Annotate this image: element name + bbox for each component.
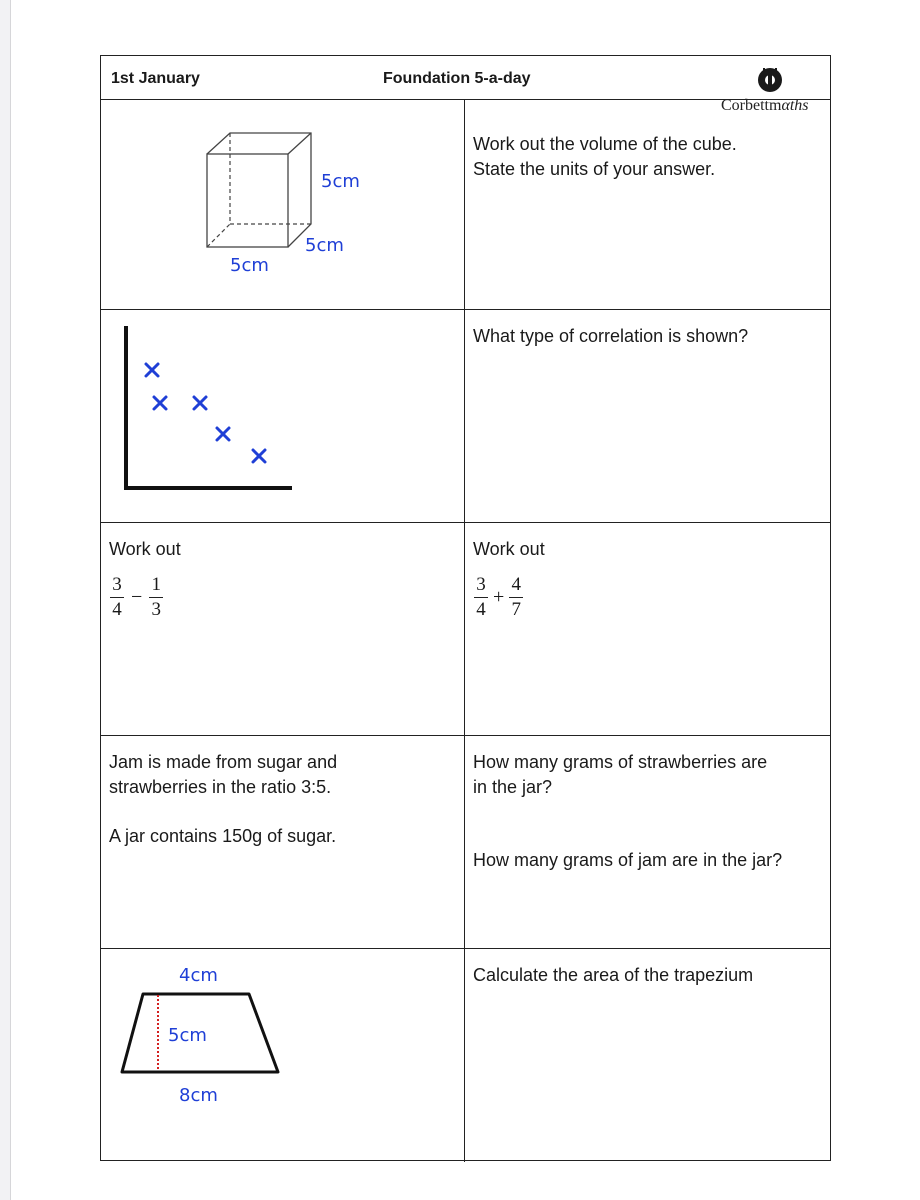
q5-left-cell <box>101 736 465 948</box>
fraction-denominator: 3 <box>151 599 162 620</box>
scatter-point <box>154 397 166 409</box>
fraction-denominator: 4 <box>476 599 486 620</box>
q3-fraction-a <box>109 575 125 620</box>
header-title: Foundation 5-a-day <box>383 70 531 87</box>
q4-expression <box>473 575 524 620</box>
cube-front-face <box>207 154 288 247</box>
fraction-numerator: 3 <box>476 574 486 595</box>
q3-cell <box>101 523 465 735</box>
trapezium-height-label: 5cm <box>168 1025 207 1046</box>
cube-width-label: 5cm <box>230 255 269 276</box>
q3-operator: − <box>131 586 143 608</box>
q1-text-cell <box>465 100 830 309</box>
trapezium-diagram <box>101 949 465 1162</box>
q5-right-line-3: How many grams of jam are in the jar? <box>473 850 783 870</box>
q5-right-cell <box>465 736 830 948</box>
fraction-denominator: 4 <box>112 599 122 620</box>
q2-text-cell <box>465 310 830 522</box>
cube-top-right-edge <box>288 133 311 154</box>
q2-figure-cell <box>101 310 465 522</box>
cube-depth-label: 5cm <box>305 235 344 256</box>
q4-label: Work out <box>473 539 545 559</box>
fraction-bar <box>474 597 488 598</box>
trapezium-top-label: 4cm <box>179 965 218 986</box>
q5-right-line-1: How many grams of strawberries are <box>473 752 768 772</box>
cube-diagram <box>101 100 465 310</box>
question-row-3 <box>101 523 830 736</box>
q4-fraction-b <box>508 575 524 620</box>
fraction-numerator: 4 <box>511 574 522 595</box>
scatter-point <box>194 397 206 409</box>
fraction-bar <box>149 597 163 598</box>
q3-label: Work out <box>109 539 181 559</box>
fraction-bar <box>509 597 523 598</box>
q4-cell <box>465 523 830 735</box>
q4-operator: + <box>493 586 505 608</box>
fraction-numerator: 3 <box>112 574 122 595</box>
logo-emblem-icon <box>713 66 828 96</box>
q1-line-2: State the units of your answer. <box>473 159 716 179</box>
fraction-denominator: 7 <box>511 599 522 620</box>
cube-hidden-edge-diagonal <box>207 224 230 247</box>
q5-left-line-3: A jar contains 150g of sugar. <box>109 826 337 846</box>
logo-text-main: Corbettm <box>721 97 782 114</box>
scatter-point <box>253 450 265 462</box>
question-row-1 <box>101 100 830 310</box>
q6-text-cell <box>465 949 830 1162</box>
q5-questions <box>473 750 782 873</box>
q1-figure-cell <box>101 100 465 309</box>
q1-question <box>473 132 737 182</box>
scatter-graph <box>101 310 465 523</box>
page <box>10 0 920 1200</box>
q4-fraction-a <box>473 575 489 620</box>
question-row-2 <box>101 310 830 523</box>
q6-figure-cell <box>101 949 465 1162</box>
question-row-4 <box>101 736 830 949</box>
q3-fraction-b <box>148 575 164 620</box>
fraction-bar <box>110 597 124 598</box>
q5-left-line-1: Jam is made from sugar and <box>109 752 338 772</box>
q5-context <box>109 750 337 849</box>
scatter-point <box>217 428 229 440</box>
q2-question: What type of correlation is shown? <box>473 326 749 346</box>
question-row-5 <box>101 949 830 1162</box>
logo-text-alpha: αths <box>781 97 809 114</box>
trapezium-bottom-label: 8cm <box>179 1085 218 1106</box>
cube-height-label: 5cm <box>321 171 360 192</box>
cube-back-edges <box>207 133 311 247</box>
q3-expression <box>109 575 164 620</box>
header-date: 1st January <box>111 70 200 87</box>
q5-left-line-2: strawberries in the ratio 3:5. <box>109 777 332 797</box>
scatter-point <box>146 364 158 376</box>
worksheet <box>100 55 831 1161</box>
q6-question: Calculate the area of the trapezium <box>473 965 754 985</box>
fraction-numerator: 1 <box>151 574 162 595</box>
q1-line-1: Work out the volume of the cube. <box>473 134 737 154</box>
q5-right-line-2: in the jar? <box>473 777 553 797</box>
